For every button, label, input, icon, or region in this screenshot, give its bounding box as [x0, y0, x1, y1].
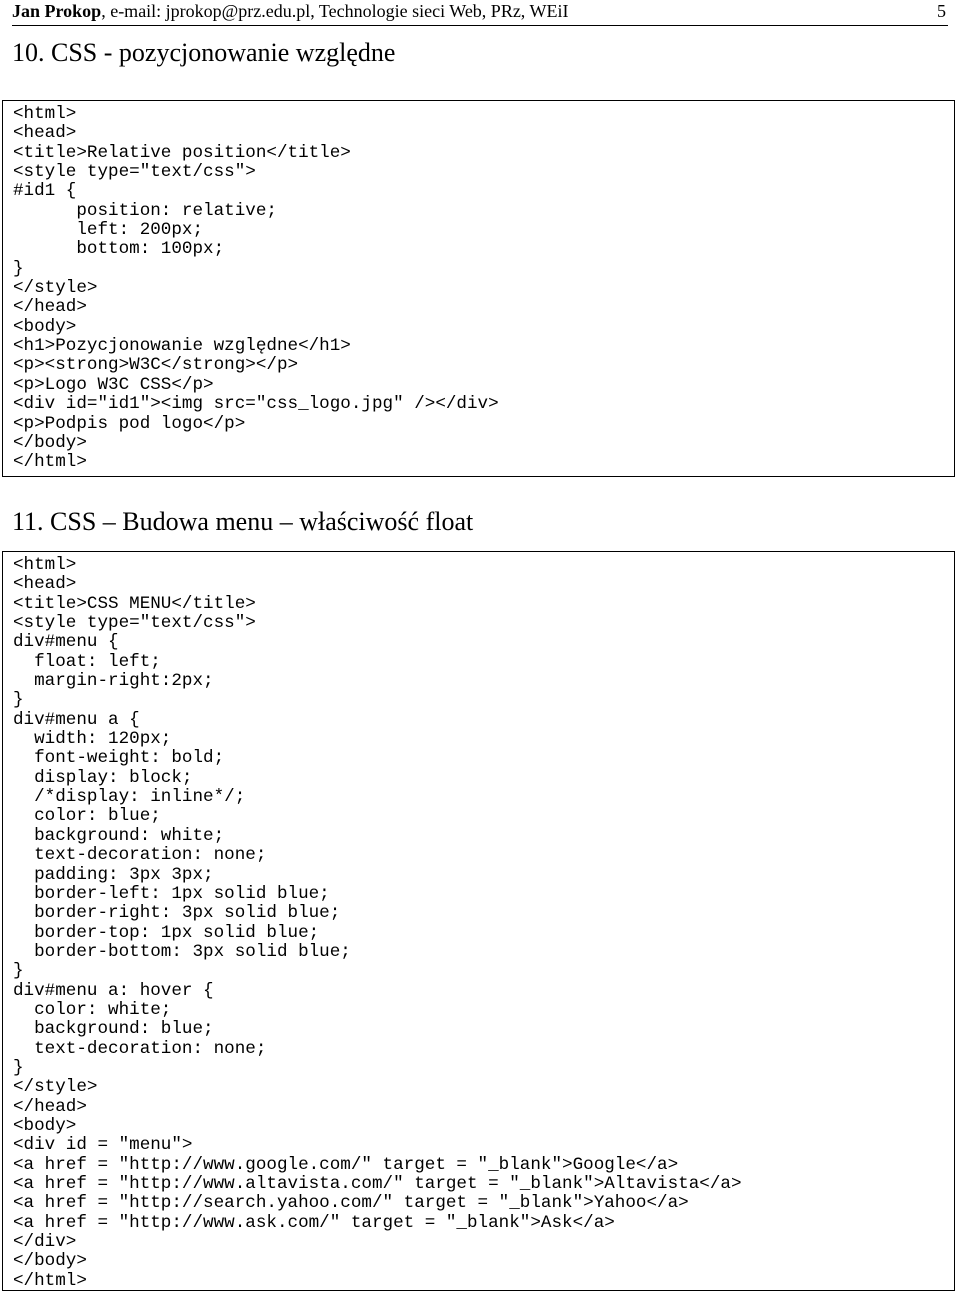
header-author: Jan Prokop	[12, 1, 102, 21]
code-line: /*display: inline*/;	[13, 787, 246, 808]
code-line: <html>	[13, 555, 77, 575]
code-line: div#menu {	[13, 632, 119, 653]
code-line: <body>	[13, 1115, 77, 1136]
code-line: border-right: 3px solid blue;	[13, 903, 341, 924]
code-line: </head>	[13, 1096, 87, 1117]
code-line: div#menu a: hover {	[13, 980, 214, 1001]
code-line: <body>	[13, 316, 77, 337]
code-line: <div id="id1"><img src="css_logo.jpg" /></div>	[13, 394, 499, 415]
code-line: margin-right:2px;	[13, 671, 214, 692]
header-details: , e-mail: jprokop@prz.edu.pl, Technologie sieci Web, PRz, WEiI	[101, 1, 569, 21]
code-line: <p>Logo W3C CSS</p>	[13, 374, 214, 395]
code-line: }	[13, 690, 24, 711]
code-line: }	[13, 258, 24, 279]
code-line: <h1>Pozycjonowanie względne</h1>	[13, 336, 351, 357]
code-line: padding: 3px 3px;	[13, 864, 214, 885]
code-line: <head>	[13, 123, 77, 144]
code-line: </body>	[13, 1251, 87, 1272]
code-line: font-weight: bold;	[13, 748, 225, 769]
code-line: </div>	[13, 1232, 77, 1253]
code-listing-float-menu	[2, 551, 955, 1291]
header-divider	[12, 25, 948, 26]
code-line: </style>	[13, 278, 98, 299]
page-header	[12, 0, 948, 22]
section-title-relative-positioning: 10. CSS - pozycjonowanie względne	[12, 38, 396, 67]
code-line: <a href = "http://search.yahoo.com/" target = "_blank">Yahoo</a>	[13, 1193, 689, 1214]
code-line: </head>	[13, 297, 87, 318]
code-line: width: 120px;	[13, 729, 172, 750]
code-line: display: block;	[13, 767, 193, 788]
header-text	[12, 1, 568, 21]
code-line: </style>	[13, 1077, 98, 1098]
code-line: text-decoration: none;	[13, 1038, 267, 1059]
code-line: text-decoration: none;	[13, 845, 267, 866]
code-line: <a href = "http://www.altavista.com/" target = "_blank">Altavista</a>	[13, 1174, 742, 1194]
page-number: 5	[937, 1, 946, 21]
code-line: color: blue;	[13, 806, 161, 827]
code-line: }	[13, 1057, 24, 1078]
code-listing-relative-positioning	[2, 100, 955, 477]
code-line: <html>	[13, 104, 77, 124]
code-line: #id1 {	[13, 181, 77, 202]
code-line: <style type="text/css">	[13, 162, 256, 183]
section-title-float-menu: 11. CSS – Budowa menu – właściwość float	[12, 507, 474, 536]
code-line: <head>	[13, 574, 77, 595]
code-line: <style type="text/css">	[13, 613, 256, 634]
code-line: float: left;	[13, 651, 161, 672]
code-line: background: blue;	[13, 1019, 214, 1040]
code-line: <p>Podpis pod logo</p>	[13, 413, 246, 434]
code-line: <p><strong>W3C</strong></p>	[13, 355, 299, 376]
code-line: <div id = "menu">	[13, 1135, 193, 1156]
code-line: }	[13, 961, 24, 982]
code-line: </body>	[13, 432, 87, 453]
code-line: border-top: 1px solid blue;	[13, 922, 320, 943]
code-line: div#menu a {	[13, 709, 140, 730]
code-line: position: relative;	[13, 200, 277, 221]
code-line: border-left: 1px solid blue;	[13, 883, 330, 904]
code-line: </html>	[13, 1270, 87, 1291]
code-line: left: 200px;	[13, 220, 204, 241]
code-line: color: white;	[13, 999, 172, 1020]
code-line: </html>	[13, 452, 87, 473]
code-line: border-bottom: 3px solid blue;	[13, 941, 351, 962]
code-line: bottom: 100px;	[13, 239, 225, 260]
code-line: <title>CSS MENU</title>	[13, 593, 256, 614]
code-line: <a href = "http://www.ask.com/" target = "_blank">Ask</a>	[13, 1212, 615, 1233]
code-line: <title>Relative position</title>	[13, 142, 351, 163]
code-line: <a href = "http://www.google.com/" target = "_blank">Google</a>	[13, 1154, 679, 1175]
code-line: background: white;	[13, 825, 225, 846]
